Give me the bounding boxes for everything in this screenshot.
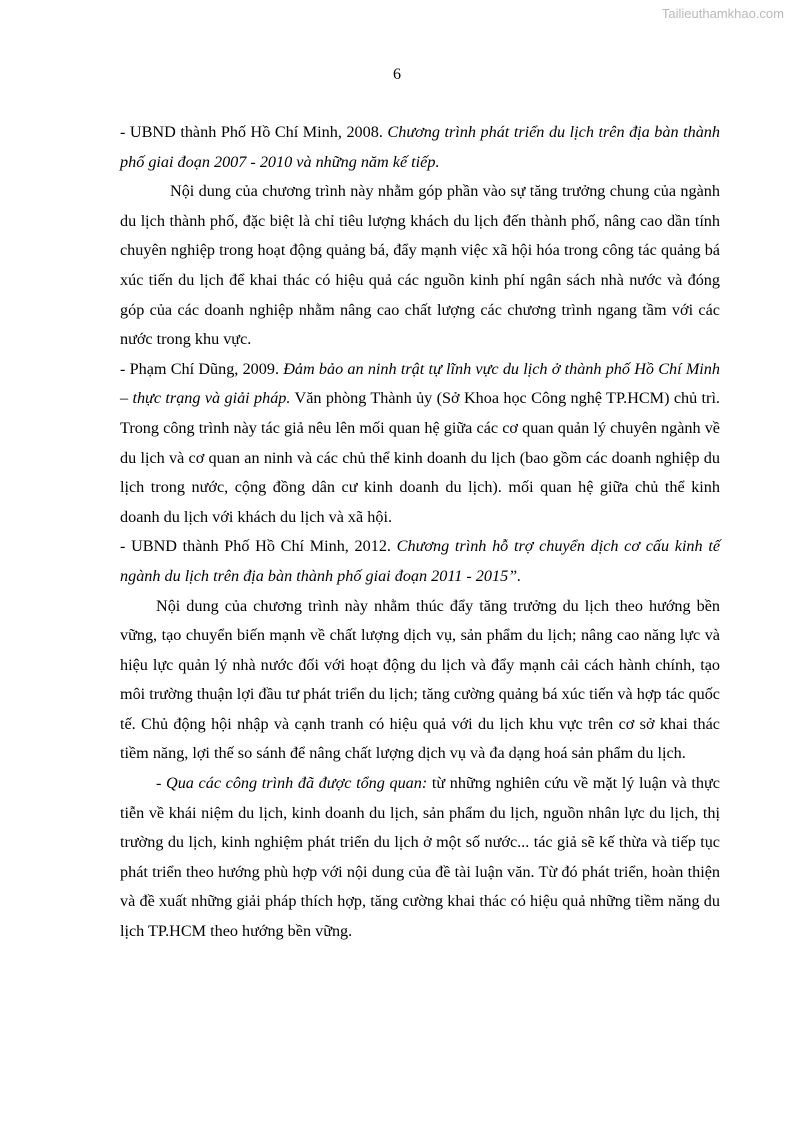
ref-1-title: Chương trình phát triển du lịch trên địa bàn thành phố giai đoạn 2007 - 2010 và những năm kế tiếp.	[120, 123, 720, 171]
ref-3-dash: -	[120, 537, 126, 556]
ref-2-dash: -	[120, 359, 126, 378]
ref-3-author: UBND thành Phố Hồ Chí Minh, 2012.	[125, 537, 397, 556]
ref-2-author: Phạm Chí Dũng, 2009.	[125, 359, 284, 378]
ref-2-title: Đảm bảo an ninh trật tự lĩnh vực du lịch ở thành phố Hồ Chí Minh – thực trạng và giải pháp.	[120, 359, 720, 408]
paragraph-3	[120, 769, 720, 947]
ref-2-description: Văn phòng Thành ủy (Sở Khoa học Công nghệ TP.HCM) chủ trì. Trong công trình này tác giả nêu lên mối quan hệ giữa các cơ quan quản lý chuyên ngành về du lịch và cơ quan an ninh và các chủ thể kinh doanh du lịch (bao gồm các doanh nghiệp du lịch trong nước, cộng đồng dân cư kinh doanh du lịch). mối quan hệ giữa chủ thể kinh doanh du lịch với khách du lịch và xã hội.	[120, 389, 720, 526]
reference-1	[120, 118, 720, 177]
paragraph-2: Nội dung của chương trình này nhằm thúc đẩy tăng trưởng du lịch theo hướng bền vững, tạo chuyển biến mạnh về chất lượng dịch vụ, sản phẩm du lịch; nâng cao năng lực và hiệu lực quản lý nhà nước đối với hoạt động du lịch và đẩy mạnh cải cách hành chính, tạo môi trường thuận lợi đầu tư phát triển du lịch; tăng cường quảng bá xúc tiến và hợp tác quốc tế. Chủ động hội nhập và cạnh tranh có hiệu quả với du lịch khu vực trên cơ sở khai thác tiềm năng, lợi thế so sánh để nâng chất lượng dịch vụ và đa dạng hoá sản phẩm du lịch.	[120, 596, 720, 763]
ref-3-title: Chương trình hỗ trợ chuyển dịch cơ cấu kinh tế ngành du lịch trên địa bàn thành phố giai đoạn 2011 - 2015”.	[120, 537, 720, 585]
page-number: 6	[393, 66, 401, 83]
paragraph-3-lead: - Qua các công trình đã được tổng quan:	[156, 774, 428, 793]
reference-2	[120, 355, 720, 533]
ref-1-author: UBND thành Phố Hồ Chí Minh, 2008.	[125, 123, 388, 141]
paragraph-1: Nội dung của chương trình này nhằm góp phần vào sự tăng trưởng chung của ngành du lịch thành phố, đặc biệt là chỉ tiêu lượng khách du lịch đến thành phố, nâng cao dần tính chuyên nghiệp trong hoạt động quảng bá, đẩy mạnh việc xã hội hóa trong công tác quảng bá xúc tiến du lịch để khai thác có hiệu quả các nguồn kinh phí ngân sách nhà nước và đóng góp của các doanh nghiệp nhằm nâng cao chất lượng các chương trình ngang tầm với các nước trong khu vực.	[120, 182, 720, 349]
ref-1-dash: -	[120, 123, 126, 141]
page-body	[120, 118, 720, 947]
paragraph-3-body: từ những nghiên cứu về mặt lý luận và thực tiễn về khái niệm du lịch, kinh doanh du lịch, sản phẩm du lịch, nguồn nhân lực du lịch, thị trường du lịch, kinh nghiệm phát triển du lịch ở một số nước... tác giả sẽ kế thừa và tiếp tục phát triển theo hướng phù hợp với nội dung của đề tài luận văn. Từ đó phát triển, hoàn thiện và đề xuất những giải pháp thích hợp, tăng cường khai thác có hiệu quả những tiềm năng du lịch TP.HCM theo hướng bền vững.	[120, 774, 720, 941]
watermark: Tailieuthamkhao.com	[661, 6, 784, 21]
reference-3	[120, 532, 720, 591]
